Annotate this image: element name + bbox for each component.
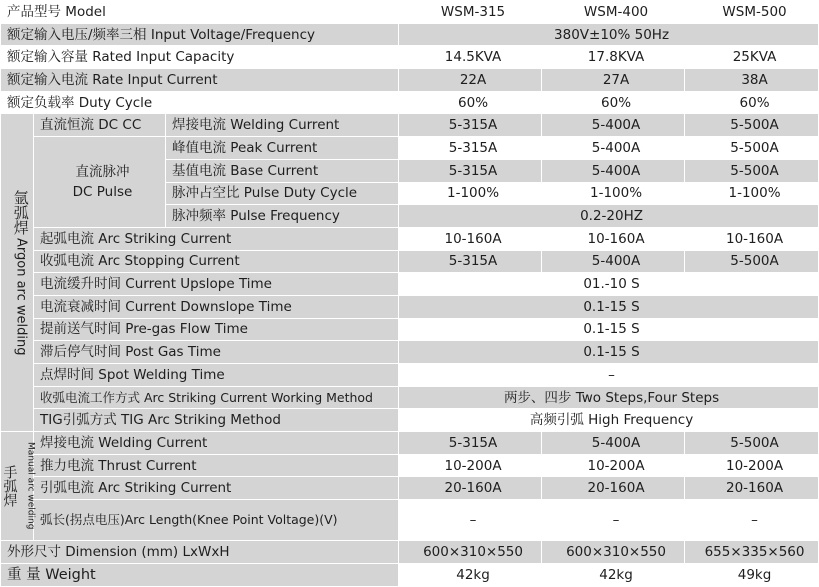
argon-welding-current-315: 5-315A [399, 114, 542, 137]
arc-stopping-label: 收弧电流 Arc Stopping Current [34, 250, 399, 273]
duty-cycle-500: 60% [685, 91, 819, 114]
spot-welding-row [1, 364, 819, 387]
model-row [1, 1, 819, 24]
weight-label: 重 量 Weight [1, 563, 399, 586]
argon-group-cn: 氩弧焊 [11, 190, 30, 235]
pregas-value: 0.1-15 S [399, 318, 819, 341]
manual-welding-current-row [1, 432, 819, 455]
peak-current-400: 5-400A [542, 137, 685, 160]
arc-stopping-315: 5-315A [399, 250, 542, 273]
argon-welding-current-row [1, 114, 819, 137]
weight-315: 42kg [399, 563, 542, 586]
base-current-label: 基值电流 Base Current [166, 159, 399, 182]
argon-welding-current-label: 焊接电流 Welding Current [166, 114, 399, 137]
working-method-value: 两步、四步 Two Steps,Four Steps [399, 386, 819, 409]
tig-method-label: TIG引弧方式 TIG Arc Striking Method [34, 409, 399, 432]
downslope-value: 0.1-15 S [399, 295, 819, 318]
pulse-duty-400: 1-100% [542, 182, 685, 205]
input-current-label: 额定输入电流 Rate Input Current [1, 69, 399, 92]
input-capacity-400: 17.8KVA [542, 46, 685, 69]
arc-striking-label: 起弧电流 Arc Striking Current [34, 227, 399, 250]
base-current-315: 5-315A [399, 159, 542, 182]
base-current-500: 5-500A [685, 159, 819, 182]
tig-method-row [1, 409, 819, 432]
postgas-label: 滞后停气时间 Post Gas Time [34, 341, 399, 364]
manual-arc-striking-row [1, 477, 819, 500]
manual-group-cn: 手弧焊 [1, 465, 18, 508]
input-voltage-label: 额定输入电压/频率三相 Input Voltage/Frequency [1, 23, 399, 46]
peak-current-500: 5-500A [685, 137, 819, 160]
upslope-row [1, 273, 819, 296]
working-method-row [1, 386, 819, 409]
thrust-current-315: 10-200A [399, 454, 542, 477]
input-current-row [1, 69, 819, 92]
spot-welding-label: 点焊时间 Spot Welding Time [34, 364, 399, 387]
working-method-label: 收弧电流工作方式 Arc Striking Current Working Method [34, 386, 399, 409]
upslope-value: 01.-10 S [399, 273, 819, 296]
argon-welding-current-400: 5-400A [542, 114, 685, 137]
pulse-duty-label: 脉冲占空比 Pulse Duty Cycle [166, 182, 399, 205]
arc-striking-315: 10-160A [399, 227, 542, 250]
dc-pulse-en: DC Pulse [72, 184, 133, 200]
manual-welding-current-315: 5-315A [399, 432, 542, 455]
thrust-current-label: 推力电流 Thrust Current [34, 454, 399, 477]
spot-welding-value: – [399, 364, 819, 387]
arc-stopping-row [1, 250, 819, 273]
arc-stopping-500: 5-500A [685, 250, 819, 273]
weight-500: 49kg [685, 563, 819, 586]
manual-group-label [1, 432, 34, 541]
pulse-frequency-value: 0.2-20HZ [399, 205, 819, 228]
tig-method-value: 高频引弧 High Frequency [399, 409, 819, 432]
dc-pulse-label [34, 137, 166, 228]
input-voltage-value: 380V±10% 50Hz [399, 23, 819, 46]
arc-stopping-400: 5-400A [542, 250, 685, 273]
arc-length-500: – [685, 500, 819, 541]
peak-current-label: 峰值电流 Peak Current [166, 137, 399, 160]
manual-arc-striking-label: 引弧电流 Arc Striking Current [34, 477, 399, 500]
input-capacity-label: 额定输入容量 Rated Input Capacity [1, 46, 399, 69]
manual-arc-striking-400: 20-160A [542, 477, 685, 500]
dimension-label: 外形尺寸 Dimension (mm) LxWxH [1, 541, 399, 564]
upslope-label: 电流缓升时间 Current Upslope Time [34, 273, 399, 296]
downslope-label: 电流衰减时间 Current Downslope Time [34, 295, 399, 318]
dimension-400: 600×310×550 [542, 541, 685, 564]
model-label: 产品型号 Model [1, 1, 399, 24]
postgas-value: 0.1-15 S [399, 341, 819, 364]
duty-cycle-row [1, 91, 819, 114]
weight-400: 42kg [542, 563, 685, 586]
dimension-500: 655×335×560 [685, 541, 819, 564]
input-current-315: 22A [399, 69, 542, 92]
manual-welding-current-label: 焊接电流 Welding Current [34, 432, 399, 455]
thrust-current-400: 10-200A [542, 454, 685, 477]
duty-cycle-label: 额定负载率 Duty Cycle [1, 91, 399, 114]
thrust-current-row [1, 454, 819, 477]
pregas-row [1, 318, 819, 341]
dc-cc-label: 直流恒流 DC CC [34, 114, 166, 137]
argon-welding-current-500: 5-500A [685, 114, 819, 137]
arc-length-315: – [399, 500, 542, 541]
model-wsm-400: WSM-400 [542, 1, 685, 24]
weight-row [1, 563, 819, 586]
manual-welding-current-500: 5-500A [685, 432, 819, 455]
pregas-label: 提前送气时间 Pre-gas Flow Time [34, 318, 399, 341]
pulse-duty-315: 1-100% [399, 182, 542, 205]
manual-arc-striking-315: 20-160A [399, 477, 542, 500]
input-capacity-500: 25KVA [685, 46, 819, 69]
argon-group-label [1, 114, 34, 432]
input-current-400: 27A [542, 69, 685, 92]
manual-arc-striking-500: 20-160A [685, 477, 819, 500]
arc-striking-500: 10-160A [685, 227, 819, 250]
pulse-frequency-label: 脉冲频率 Pulse Frequency [166, 205, 399, 228]
input-voltage-row [1, 23, 819, 46]
base-current-400: 5-400A [542, 159, 685, 182]
arc-length-400: – [542, 500, 685, 541]
arc-length-row [1, 500, 819, 541]
duty-cycle-315: 60% [399, 91, 542, 114]
model-wsm-500: WSM-500 [685, 1, 819, 24]
thrust-current-500: 10-200A [685, 454, 819, 477]
peak-current-row [1, 137, 819, 160]
input-capacity-row [1, 46, 819, 69]
duty-cycle-400: 60% [542, 91, 685, 114]
arc-striking-row [1, 227, 819, 250]
peak-current-315: 5-315A [399, 137, 542, 160]
manual-welding-current-400: 5-400A [542, 432, 685, 455]
dimension-315: 600×310×550 [399, 541, 542, 564]
input-current-500: 38A [685, 69, 819, 92]
argon-group-en: Argon arc welding [13, 238, 29, 356]
manual-group-en: Manual arc welding [25, 442, 36, 530]
downslope-row [1, 295, 819, 318]
input-capacity-315: 14.5KVA [399, 46, 542, 69]
model-wsm-315: WSM-315 [399, 1, 542, 24]
dimension-row [1, 541, 819, 564]
pulse-duty-500: 1-100% [685, 182, 819, 205]
postgas-row [1, 341, 819, 364]
arc-length-label: 弧长(拐点电压)Arc Length(Knee Point Voltage)(V) [34, 500, 399, 541]
dc-pulse-cn: 直流脉冲 [75, 164, 130, 180]
arc-striking-400: 10-160A [542, 227, 685, 250]
